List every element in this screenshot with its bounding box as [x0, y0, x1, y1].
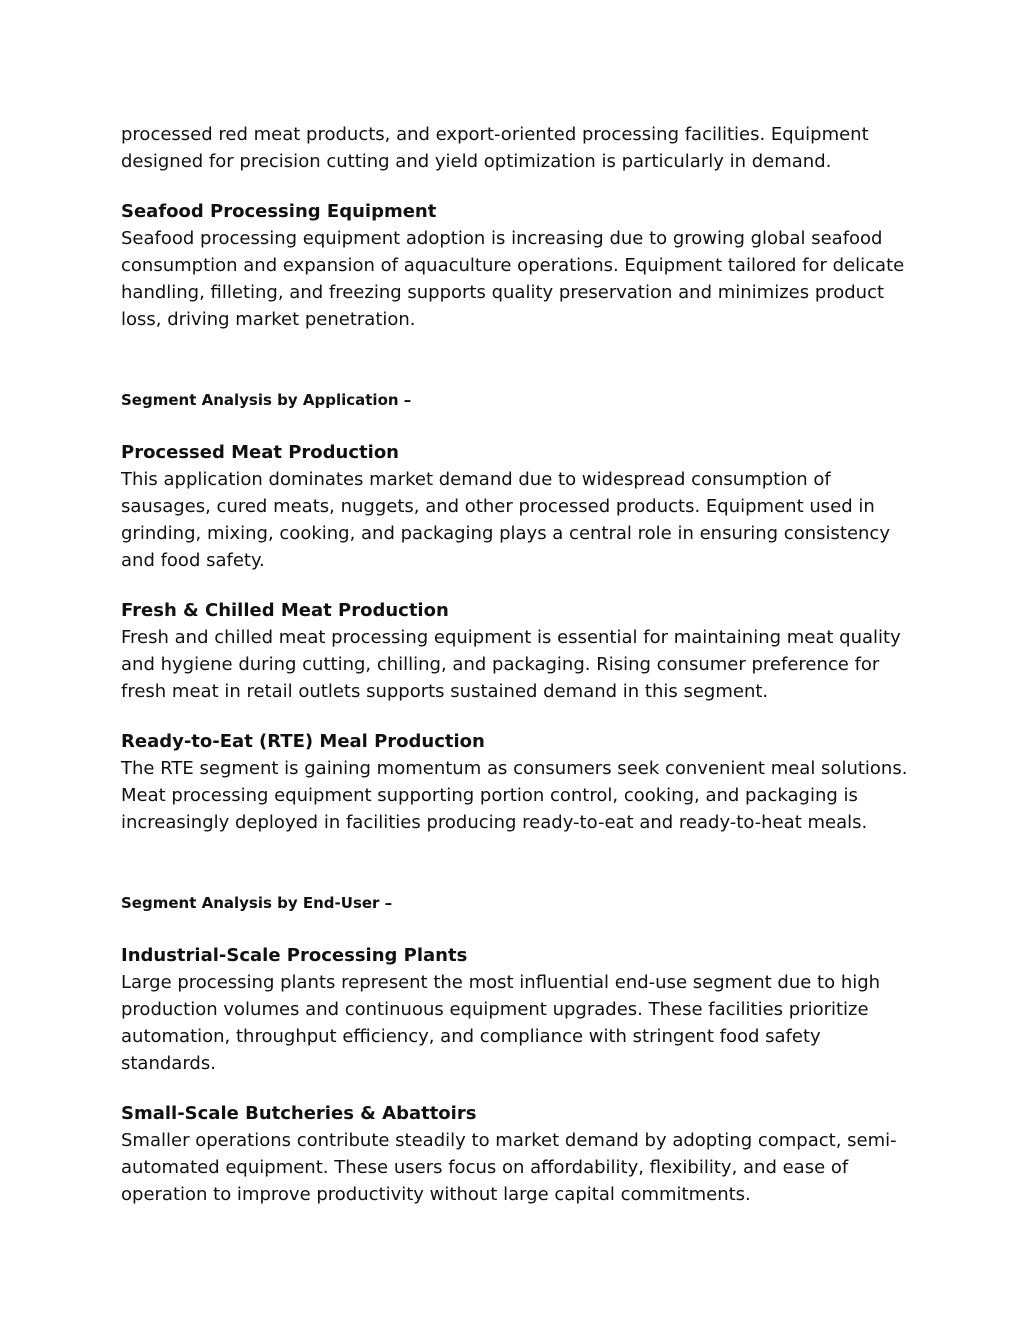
processed-meat-heading: Processed Meat Production — [121, 442, 399, 463]
seafood-body: Seafood processing equipment adoption is increasing due to growing global seafood consumption and expansion of aquaculture operations. Equipment tailored for delicate handling, filleting, and freezing supports quality preservation and minimizes product loss, driving market penetration. — [121, 228, 905, 330]
fresh-chilled-heading: Fresh & Chilled Meat Production — [121, 600, 449, 621]
small-scale-body: Smaller operations contribute steadily to market demand by adopting compact, semi-automated equipment. These users focus on affordability, flexibility, and ease of operation to improve productivity without large capital commitments. — [121, 1130, 897, 1205]
application-item-processed-meat — [121, 439, 911, 574]
end-user-item-industrial — [121, 942, 911, 1077]
application-item-fresh-chilled — [121, 597, 911, 705]
processed-meat-body: This application dominates market demand due to widespread consumption of sausages, cured meats, nuggets, and other processed products. Equipment used in grinding, mixing, cooking, and packaging plays a central role in ensuring consistency and food safety. — [121, 469, 890, 571]
intro-paragraph: processed red meat products, and export-oriented processing facilities. Equipment designed for precision cutting and yield optimization is particularly in demand. — [121, 124, 869, 172]
rte-heading: Ready-to-Eat (RTE) Meal Production — [121, 731, 485, 752]
fresh-chilled-body: Fresh and chilled meat processing equipment is essential for maintaining meat quality and hygiene during cutting, chilling, and packaging. Rising consumer preference for fresh meat in retail outlets supports sustained demand in this segment. — [121, 627, 901, 702]
industrial-body: Large processing plants represent the most influential end-use segment due to high production volumes and continuous equipment upgrades. These facilities prioritize automation, throughput efficiency, and compliance with stringent food safety standards. — [121, 972, 881, 1074]
small-scale-heading: Small-Scale Butcheries & Abattoirs — [121, 1103, 477, 1124]
rte-body: The RTE segment is gaining momentum as consumers seek convenient meal solutions. Meat processing equipment supporting portion control, cooking, and packaging is increasingly deployed in facilities producing ready-to-eat and ready-to-heat meals. — [121, 758, 908, 833]
seafood-heading: Seafood Processing Equipment — [121, 201, 437, 222]
application-section-heading: Segment Analysis by Application – — [121, 391, 412, 409]
document-page — [121, 121, 911, 1208]
seafood-section — [121, 198, 911, 333]
end-user-section-heading: Segment Analysis by End-User – — [121, 894, 393, 912]
end-user-item-small-scale — [121, 1100, 911, 1208]
application-item-rte — [121, 728, 911, 836]
industrial-heading: Industrial-Scale Processing Plants — [121, 945, 468, 966]
